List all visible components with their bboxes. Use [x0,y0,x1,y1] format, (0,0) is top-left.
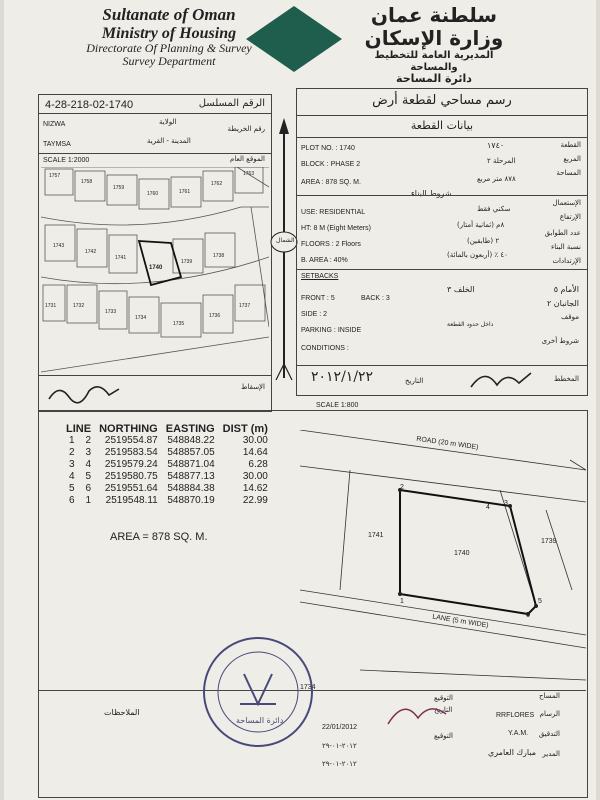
plot-data-panel [296,88,588,396]
line-header: LINE [66,423,92,435]
checker-label: التدقيق [538,730,560,738]
plot-label: 1734 [135,315,147,321]
building-ratio-ar: ٤٠ ٪ (أربعون بالمائة) [447,251,508,259]
block-ar: المرحلة ٢ [487,157,516,165]
country-name: Sultanate of Oman [102,5,236,24]
cell: 2519579.24 [104,459,158,470]
sheet-title: رسم مساحي لقطعة أرض [372,93,512,108]
plot-label: 1741 [115,255,127,261]
floors-ar: ٢ (طابقين) [467,237,500,245]
setbacks-heading: SETBACKS [301,273,339,280]
handwritten-date: ٢٠١٢/١/٢٢ [311,369,374,385]
subject-plot: 1740 [454,550,470,557]
department-name: Survey Department [122,54,216,69]
setbacks-label-ar: الإرتدادات [552,257,581,265]
department-name-ar: دائرة المساحة [396,72,472,85]
cell: 3 [68,459,75,470]
drafter-name: RRFLORES [496,712,535,719]
serial-label: الرقم المسلسل [198,98,265,109]
drawing-scale: SCALE 1:800 [316,402,359,409]
setback-side: SIDE : 2 [301,311,328,318]
signature-scribble [45,379,125,407]
vertex-label: 2 [400,484,404,491]
cell: 2519583.54 [104,447,158,458]
height-limit: HT: 8 M (Eight Meters) [301,225,372,232]
cell: 4 [85,459,92,470]
survey-sheet [4,0,596,800]
map-no-label: رقم الخريطة [227,125,265,133]
table-row [62,495,272,507]
height-label: الإرتفاع [559,213,581,221]
parking-ar: داخل حدود القطعة [447,321,494,328]
director-label: المدير [542,750,560,758]
cell: 2519551.64 [104,483,158,494]
planner-signature [467,365,537,393]
location-scale: SCALE 1:2000 [43,157,90,164]
northing-header: NORTHING [99,423,158,435]
remarks-label: الملاحظات [104,708,140,717]
dist-header: DIST (m) [222,423,268,435]
building-ratio: B. AREA : 40% [301,257,348,264]
draft-date: 22/01/2012 [322,724,358,731]
adjacent-plot-left: 1741 [368,532,384,539]
header-english [64,6,274,69]
cell: 548871.04 [167,459,215,470]
vertex-label: 3 [504,500,508,507]
plot-label: 1738 [213,253,225,259]
sign-label: التوقيع [434,694,453,702]
plot-label: 1763 [243,171,255,177]
ministry-logo [244,4,344,74]
land-use: USE: RESIDENTIAL [301,209,366,216]
plot-label: 1762 [211,181,223,187]
area-label-ar: المساحة [556,169,581,177]
block: BLOCK : PHASE 2 [301,161,361,168]
plot-data-title: بيانات القطعة [410,119,474,132]
floors: FLOORS : 2 Floors [301,241,361,248]
cell: 6.28 [248,459,268,470]
location-panel [38,94,272,412]
setback-back: BACK : 3 [361,295,390,302]
cell: 3 [85,447,92,458]
country-name-ar: سلطنة عمان [370,3,498,27]
plot-label-highlighted: 1740 [149,265,163,271]
serial-number: 4-28-218-02-1740 [45,99,134,111]
cell: 548848.22 [167,435,215,446]
directorate-name-ar: المديرية العامة للتخطيط والمساحة [374,50,494,73]
header-arabic [359,4,509,86]
plot-label: 1739 [181,259,193,265]
drafter-label: الرسام [539,710,560,718]
plot-label: 1733 [105,309,117,315]
plot-label: 1737 [239,303,251,309]
town-label: المدينة - القرية [147,137,191,145]
setback-front-ar: الأمام ٥ [553,285,579,294]
coordinates-header-row [62,423,272,435]
cell: 5 [68,483,75,494]
surveyor-label: المساح [538,692,560,700]
highlighted-plot [139,241,181,285]
cell: 548870.19 [167,495,215,506]
cell: 2519580.75 [104,471,158,482]
director-name: مبارك العامري [488,748,537,757]
checker-name: Y.A.M. [508,730,529,737]
ministry-name: Ministry of Housing [101,24,237,42]
table-row [62,447,272,459]
conditions-label-ar: شروط أخرى [541,337,579,345]
planner-label-ar: المخطط [553,375,579,383]
official-stamp [200,634,316,750]
plot-label: 1742 [85,249,97,255]
cell: 2 [85,435,92,446]
cell: 22.99 [242,495,268,506]
plot-label: 1760 [147,191,159,197]
building-conditions-heading: شروط البناء [407,189,456,198]
plot-label: 1735 [173,321,185,327]
date-label-ar: التاريخ [405,377,424,385]
ministry-name-ar: وزارة الإسكان [364,26,504,50]
stamp-text: دائرة المساحة [236,716,284,725]
plot-label: 1731 [45,303,57,309]
cell: 2 [68,447,75,458]
cell: 5 [85,471,92,482]
wilayat-label: الولاية [159,118,177,126]
vertex-label: 1 [400,598,404,605]
north-label: الشمال [276,237,295,244]
issue-label: الإسقاط [241,383,265,391]
sign-label: التوقيع [434,732,453,740]
land-use-ar: سكني فقط [477,205,511,213]
drafter-signature [384,694,454,734]
table-row [62,471,272,483]
plot-number: PLOT NO. : 1740 [301,145,355,152]
plot-label: 1732 [73,303,85,309]
plot-label: 1761 [179,189,191,195]
directorate-name: Directorate Of Planning & Survey [86,41,252,56]
plot-label: 1736 [209,313,221,319]
adjacent-plot-bottom: 1734 [300,684,316,691]
vertex-label: 4 [486,504,490,511]
plot-number-ar: ١٧٤٠ [487,141,505,150]
plot-label-ar: القطعة [560,141,581,149]
plot-label: 1757 [49,173,61,179]
setback-front: FRONT : 5 [301,295,335,302]
setback-back-ar: الخلف ٣ [447,285,475,294]
conditions: CONDITIONS : [301,345,349,352]
cell: 1 [68,435,75,446]
road-label: ROAD (20 m WIDE) [415,435,479,452]
floors-label: عدد الطوابق [544,229,581,237]
location-label: الموقع العام [230,155,265,163]
lane-label: LANE (5 m WIDE) [431,613,489,630]
town-value: TAYMSA [43,141,71,148]
adjacent-plot-right: 1739 [541,538,557,545]
cell: 1 [85,495,92,506]
coordinates-table [62,423,272,507]
cell: 2519548.11 [105,495,158,506]
parking: PARKING : INSIDE [301,327,362,334]
total-area: AREA = 878 SQ. M. [110,531,208,543]
cell: 14.64 [242,447,268,458]
building-ratio-label: نسبة البناء [550,243,581,251]
table-row [62,435,272,447]
land-use-label: الإستعمال [552,199,581,207]
cell: 4 [68,471,75,482]
plot-label: 1759 [113,185,125,191]
setback-side-ar: الجانبان ٢ [546,299,579,308]
cell: 2519554.87 [104,435,158,446]
plot-area-ar: ٨٧٨ متر مربع [477,175,516,183]
block-label-ar: المربع [563,155,581,163]
parking-label-ar: موقف [561,313,579,321]
cell: 6 [68,495,75,506]
cell: 548884.38 [167,483,215,494]
table-row [62,483,272,495]
height-limit-ar: ٨م (ثمانية أمتار) [457,221,505,229]
vertex-label: 5 [538,598,542,605]
cell: 14.62 [242,483,268,494]
cell: 30.00 [242,435,268,446]
wilayat-value: NIZWA [43,121,66,128]
director-date: ٢٠١٢-٠١-٢٩ [322,761,357,768]
vertex-label: 6 [526,612,530,619]
plot-label: 1758 [81,179,93,185]
cell: 548877.13 [167,471,215,482]
plot-drawing [300,430,586,690]
location-map [41,167,269,377]
cell: 6 [85,483,92,494]
easting-header: EASTING [165,423,215,435]
table-row [62,459,272,471]
cell: 548857.05 [167,447,215,458]
plot-area: AREA : 878 SQ. M. [301,179,361,186]
date-label: التاريخ [434,706,453,714]
plot-label: 1743 [53,243,65,249]
check-date: ٢٠١٢-٠١-٢٩ [322,743,357,750]
cell: 30.00 [242,471,268,482]
